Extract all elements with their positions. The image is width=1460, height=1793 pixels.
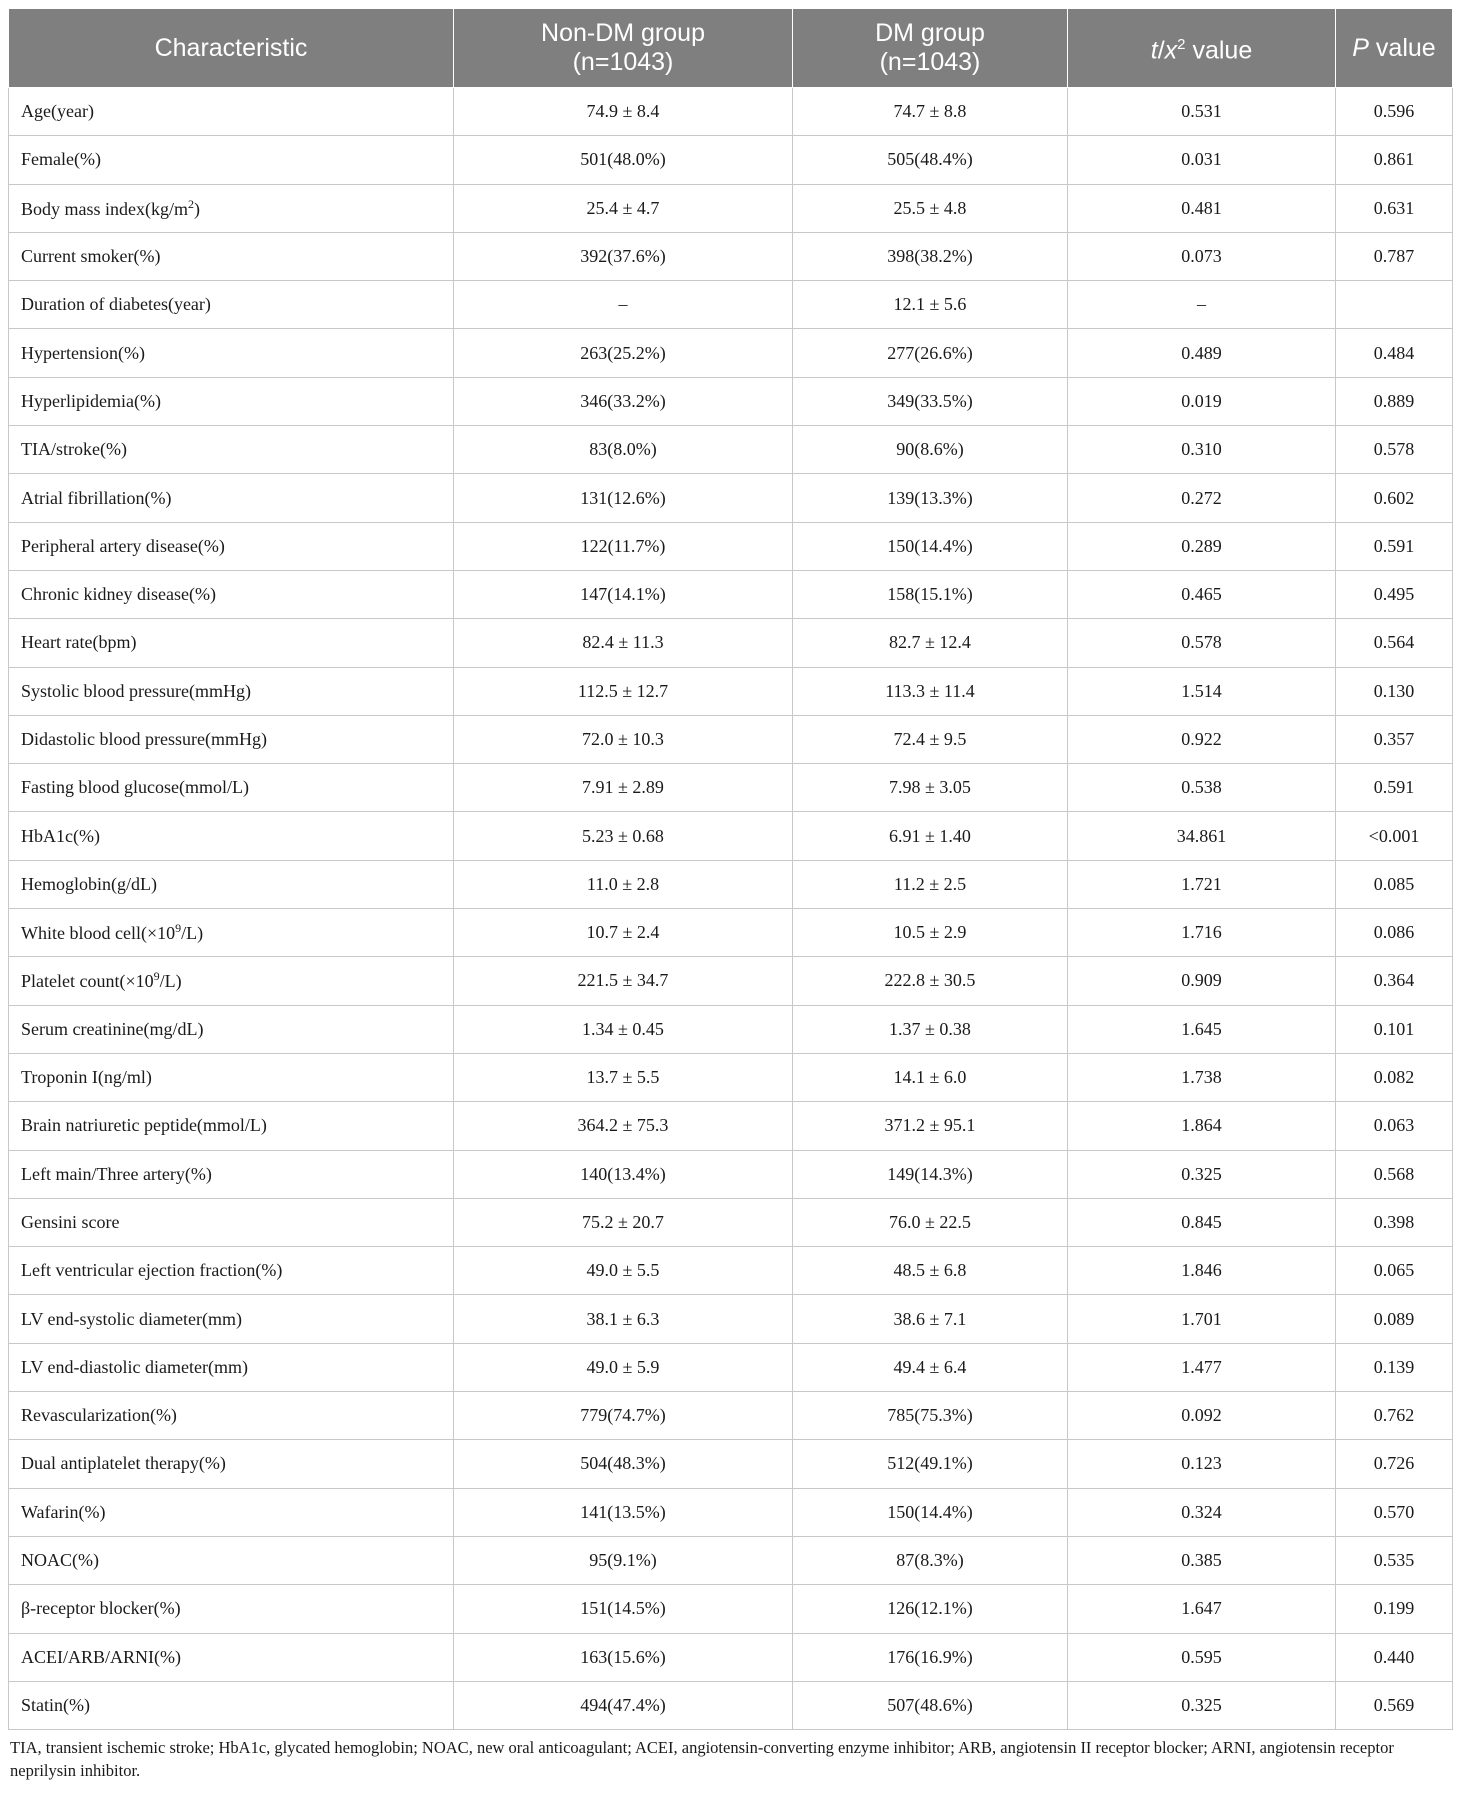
cell-test-statistic: 0.073 — [1068, 232, 1336, 280]
cell-characteristic: Systolic blood pressure(mmHg) — [9, 667, 454, 715]
cell-characteristic: Left ventricular ejection fraction(%) — [9, 1247, 454, 1295]
cell-non-dm-group: 504(48.3%) — [454, 1440, 793, 1488]
cell-p-value: 0.591 — [1336, 522, 1453, 570]
table-row — [9, 909, 1453, 957]
cell-dm-group: 398(38.2%) — [793, 232, 1068, 280]
cell-p-value: 0.089 — [1336, 1295, 1453, 1343]
cell-test-statistic: 0.489 — [1068, 329, 1336, 377]
cell-test-statistic: 0.481 — [1068, 184, 1336, 232]
cell-dm-group: 1.37 ± 0.38 — [793, 1005, 1068, 1053]
cell-characteristic: Body mass $index(kg/m^2)$ — [9, 184, 454, 232]
cell-dm-group: 150(14.4%) — [793, 1488, 1068, 1536]
table-row — [9, 136, 1453, 184]
cell-non-dm-group: 1.34 ± 0.45 — [454, 1005, 793, 1053]
cell-dm-group: 176(16.9%) — [793, 1633, 1068, 1681]
cell-test-statistic: 0.845 — [1068, 1198, 1336, 1246]
table-row — [9, 1536, 1453, 1584]
cell-test-statistic: 0.310 — [1068, 426, 1336, 474]
cell-test-statistic: 0.289 — [1068, 522, 1336, 570]
cell-p-value: 0.063 — [1336, 1102, 1453, 1150]
cell-dm-group: 785(75.3%) — [793, 1392, 1068, 1440]
cell-non-dm-group: 779(74.7%) — [454, 1392, 793, 1440]
cell-dm-group: 90(8.6%) — [793, 426, 1068, 474]
cell-characteristic: Serum creatinine(mg/dL) — [9, 1005, 454, 1053]
table-row — [9, 1440, 1453, 1488]
cell-dm-group: 82.7 ± 12.4 — [793, 619, 1068, 667]
cell-test-statistic: 0.385 — [1068, 1536, 1336, 1584]
cell-test-statistic: 1.647 — [1068, 1585, 1336, 1633]
cell-non-dm-group: 263(25.2%) — [454, 329, 793, 377]
cell-p-value: 0.101 — [1336, 1005, 1453, 1053]
cell-test-statistic: – — [1068, 281, 1336, 329]
cell-test-statistic: 0.531 — [1068, 88, 1336, 136]
cell-p-value: 0.440 — [1336, 1633, 1453, 1681]
cell-characteristic: Hypertension(%) — [9, 329, 454, 377]
cell-characteristic: Didastolic blood pressure(mmHg) — [9, 715, 454, 763]
table-body — [9, 88, 1453, 1730]
cell-characteristic: Atrial fibrillation(%) — [9, 474, 454, 522]
cell-p-value: 0.568 — [1336, 1150, 1453, 1198]
table-row — [9, 570, 1453, 618]
cell-test-statistic: 1.514 — [1068, 667, 1336, 715]
cell-dm-group: 139(13.3%) — [793, 474, 1068, 522]
table-row — [9, 1198, 1453, 1246]
cell-test-statistic: 0.324 — [1068, 1488, 1336, 1536]
cell-non-dm-group: 72.0 ± 10.3 — [454, 715, 793, 763]
cell-dm-group: 349(33.5%) — [793, 377, 1068, 425]
cell-characteristic: LV end-diastolic diameter(mm) — [9, 1343, 454, 1391]
cell-characteristic: Brain natriuretic peptide(mmol/L) — [9, 1102, 454, 1150]
cell-dm-group: 507(48.6%) — [793, 1681, 1068, 1729]
cell-p-value: 0.570 — [1336, 1488, 1453, 1536]
cell-p-value: 0.199 — [1336, 1585, 1453, 1633]
cell-p-value: 0.762 — [1336, 1392, 1453, 1440]
cell-non-dm-group: 95(9.1%) — [454, 1536, 793, 1584]
table-row — [9, 474, 1453, 522]
cell-p-value: 0.364 — [1336, 957, 1453, 1005]
cell-characteristic: Statin(%) — [9, 1681, 454, 1729]
cell-non-dm-group: 83(8.0%) — [454, 426, 793, 474]
cell-characteristic: Left main/Three artery(%) — [9, 1150, 454, 1198]
cell-characteristic: Gensini score — [9, 1198, 454, 1246]
table-row — [9, 1488, 1453, 1536]
cell-non-dm-group: 131(12.6%) — [454, 474, 793, 522]
cell-non-dm-group: 364.2 ± 75.3 — [454, 1102, 793, 1150]
table-row — [9, 522, 1453, 570]
cell-test-statistic: 0.325 — [1068, 1681, 1336, 1729]
cell-test-statistic: 0.123 — [1068, 1440, 1336, 1488]
cell-test-statistic: 34.861 — [1068, 812, 1336, 860]
cell-test-statistic: 1.721 — [1068, 860, 1336, 908]
table-footnote: TIA, transient ischemic stroke; HbA1c, glycated hemoglobin; NOAC, new oral anticoagulant; ACEI, angiotensin-converting enzyme inhibitor; ARB, angiotensin II receptor blocker; ARNI, angiotensin receptor neprilysin inhibitor. — [10, 1738, 1394, 1781]
cell-dm-group: 48.5 ± 6.8 — [793, 1247, 1068, 1295]
baseline-characteristics-table — [8, 8, 1453, 1730]
cell-test-statistic: 0.272 — [1068, 474, 1336, 522]
cell-non-dm-group: 122(11.7%) — [454, 522, 793, 570]
cell-p-value: 0.130 — [1336, 667, 1453, 715]
cell-test-statistic: 1.477 — [1068, 1343, 1336, 1391]
cell-dm-group: 126(12.1%) — [793, 1585, 1068, 1633]
cell-dm-group: 11.2 ± 2.5 — [793, 860, 1068, 908]
cell-characteristic: Hemoglobin(g/dL) — [9, 860, 454, 908]
table-row — [9, 1053, 1453, 1101]
cell-characteristic: LV end-systolic diameter(mm) — [9, 1295, 454, 1343]
table-header-row — [9, 9, 1453, 88]
cell-characteristic: Chronic kidney disease(%) — [9, 570, 454, 618]
cell-characteristic: Wafarin(%) — [9, 1488, 454, 1536]
cell-characteristic: Duration of diabetes(year) — [9, 281, 454, 329]
cell-non-dm-group: 501(48.0%) — [454, 136, 793, 184]
cell-dm-group: 74.7 ± 8.8 — [793, 88, 1068, 136]
cell-test-statistic: 1.846 — [1068, 1247, 1336, 1295]
cell-test-statistic: 0.909 — [1068, 957, 1336, 1005]
table-row — [9, 812, 1453, 860]
cell-characteristic: Age(year) — [9, 88, 454, 136]
cell-non-dm-group: 38.1 ± 6.3 — [454, 1295, 793, 1343]
cell-non-dm-group: 346(33.2%) — [454, 377, 793, 425]
cell-non-dm-group: 82.4 ± 11.3 — [454, 619, 793, 667]
header-p-value: P value — [1336, 9, 1453, 88]
cell-non-dm-group: 147(14.1%) — [454, 570, 793, 618]
cell-characteristic: Fasting blood glucose(mmol/L) — [9, 764, 454, 812]
cell-non-dm-group: 112.5 ± 12.7 — [454, 667, 793, 715]
cell-non-dm-group: 141(13.5%) — [454, 1488, 793, 1536]
cell-dm-group: 158(15.1%) — [793, 570, 1068, 618]
cell-non-dm-group: 5.23 ± 0.68 — [454, 812, 793, 860]
table-row — [9, 1295, 1453, 1343]
cell-p-value: 0.726 — [1336, 1440, 1453, 1488]
cell-dm-group: 49.4 ± 6.4 — [793, 1343, 1068, 1391]
table-row — [9, 232, 1453, 280]
cell-non-dm-group: 11.0 ± 2.8 — [454, 860, 793, 908]
table-row — [9, 281, 1453, 329]
cell-non-dm-group: 7.91 ± 2.89 — [454, 764, 793, 812]
cell-p-value: 0.578 — [1336, 426, 1453, 474]
cell-non-dm-group: 25.4 ± 4.7 — [454, 184, 793, 232]
cell-p-value: 0.787 — [1336, 232, 1453, 280]
table-row — [9, 764, 1453, 812]
table-row — [9, 667, 1453, 715]
cell-characteristic: Dual antiplatelet therapy(%) — [9, 1440, 454, 1488]
table-row — [9, 1633, 1453, 1681]
cell-characteristic: Current smoker(%) — [9, 232, 454, 280]
cell-characteristic: NOAC(%) — [9, 1536, 454, 1584]
cell-p-value — [1336, 281, 1453, 329]
cell-test-statistic: 0.465 — [1068, 570, 1336, 618]
cell-p-value: 0.889 — [1336, 377, 1453, 425]
cell-test-statistic: 1.864 — [1068, 1102, 1336, 1150]
cell-characteristic: TIA/stroke(%) — [9, 426, 454, 474]
table-row — [9, 619, 1453, 667]
cell-dm-group: 87(8.3%) — [793, 1536, 1068, 1584]
cell-non-dm-group: 49.0 ± 5.5 — [454, 1247, 793, 1295]
cell-non-dm-group: 74.9 ± 8.4 — [454, 88, 793, 136]
cell-dm-group: 10.5 ± 2.9 — [793, 909, 1068, 957]
cell-p-value: 0.082 — [1336, 1053, 1453, 1101]
cell-dm-group: 6.91 ± 1.40 — [793, 812, 1068, 860]
cell-non-dm-group: 163(15.6%) — [454, 1633, 793, 1681]
cell-characteristic: Platelet $count(\times 10^9/L)$ — [9, 957, 454, 1005]
cell-characteristic: White blood $cell(\times 10^9/L)$ — [9, 909, 454, 957]
cell-test-statistic: 0.538 — [1068, 764, 1336, 812]
cell-dm-group: 14.1 ± 6.0 — [793, 1053, 1068, 1101]
cell-non-dm-group: 151(14.5%) — [454, 1585, 793, 1633]
cell-characteristic: HbA1c(%) — [9, 812, 454, 860]
table-row — [9, 957, 1453, 1005]
cell-p-value: 0.535 — [1336, 1536, 1453, 1584]
table-row — [9, 1150, 1453, 1198]
cell-dm-group: 38.6 ± 7.1 — [793, 1295, 1068, 1343]
cell-characteristic: Peripheral artery disease(%) — [9, 522, 454, 570]
cell-p-value: 0.631 — [1336, 184, 1453, 232]
cell-p-value: 0.564 — [1336, 619, 1453, 667]
cell-non-dm-group: 10.7 ± 2.4 — [454, 909, 793, 957]
cell-non-dm-group: 221.5 ± 34.7 — [454, 957, 793, 1005]
table-row — [9, 1005, 1453, 1053]
cell-characteristic: Hyperlipidemia(%) — [9, 377, 454, 425]
cell-p-value: 0.139 — [1336, 1343, 1453, 1391]
cell-dm-group: 277(26.6%) — [793, 329, 1068, 377]
cell-dm-group: 222.8 ± 30.5 — [793, 957, 1068, 1005]
cell-test-statistic: 0.922 — [1068, 715, 1336, 763]
table-row — [9, 1585, 1453, 1633]
cell-test-statistic: 1.716 — [1068, 909, 1336, 957]
cell-p-value: 0.596 — [1336, 88, 1453, 136]
cell-p-value: 0.591 — [1336, 764, 1453, 812]
cell-dm-group: 12.1 ± 5.6 — [793, 281, 1068, 329]
table-container — [8, 8, 1452, 1782]
table-row — [9, 1681, 1453, 1729]
cell-dm-group: 113.3 ± 11.4 — [793, 667, 1068, 715]
cell-p-value: 0.085 — [1336, 860, 1453, 908]
cell-dm-group: 25.5 ± 4.8 — [793, 184, 1068, 232]
cell-p-value: 0.495 — [1336, 570, 1453, 618]
header-test-statistic: $t/x^2$ value — [1068, 9, 1336, 88]
cell-non-dm-group: 140(13.4%) — [454, 1150, 793, 1198]
table-row — [9, 1392, 1453, 1440]
cell-test-statistic: 0.019 — [1068, 377, 1336, 425]
cell-test-statistic: 0.578 — [1068, 619, 1336, 667]
cell-non-dm-group: 392(37.6%) — [454, 232, 793, 280]
table-row — [9, 88, 1453, 136]
cell-p-value: 0.398 — [1336, 1198, 1453, 1246]
table-row — [9, 1247, 1453, 1295]
cell-non-dm-group: – — [454, 281, 793, 329]
cell-characteristic: ACEI/ARB/ARNI(%) — [9, 1633, 454, 1681]
table-row — [9, 860, 1453, 908]
cell-characteristic: Heart rate(bpm) — [9, 619, 454, 667]
table-row — [9, 715, 1453, 763]
cell-p-value: 0.065 — [1336, 1247, 1453, 1295]
table-row — [9, 184, 1453, 232]
cell-characteristic: Revascularization(%) — [9, 1392, 454, 1440]
cell-dm-group: 72.4 ± 9.5 — [793, 715, 1068, 763]
cell-dm-group: 76.0 ± 22.5 — [793, 1198, 1068, 1246]
table-row — [9, 1343, 1453, 1391]
cell-characteristic: Troponin I(ng/ml) — [9, 1053, 454, 1101]
header-characteristic: Characteristic — [9, 9, 454, 88]
cell-test-statistic: 0.031 — [1068, 136, 1336, 184]
cell-test-statistic: 0.325 — [1068, 1150, 1336, 1198]
cell-non-dm-group: 75.2 ± 20.7 — [454, 1198, 793, 1246]
cell-characteristic: β-receptor blocker(%) — [9, 1585, 454, 1633]
table-row — [9, 377, 1453, 425]
cell-dm-group: 512(49.1%) — [793, 1440, 1068, 1488]
cell-dm-group: 371.2 ± 95.1 — [793, 1102, 1068, 1150]
cell-p-value: 0.602 — [1336, 474, 1453, 522]
cell-test-statistic: 0.595 — [1068, 1633, 1336, 1681]
table-row — [9, 329, 1453, 377]
cell-p-value: 0.569 — [1336, 1681, 1453, 1729]
header-non-dm-group: Non-DM group (n=1043) — [454, 9, 793, 88]
cell-dm-group: 149(14.3%) — [793, 1150, 1068, 1198]
cell-p-value: 0.861 — [1336, 136, 1453, 184]
cell-dm-group: 505(48.4%) — [793, 136, 1068, 184]
cell-dm-group: 150(14.4%) — [793, 522, 1068, 570]
cell-p-value: 0.484 — [1336, 329, 1453, 377]
cell-test-statistic: 0.092 — [1068, 1392, 1336, 1440]
cell-test-statistic: 1.738 — [1068, 1053, 1336, 1101]
cell-p-value: <0.001 — [1336, 812, 1453, 860]
cell-test-statistic: 1.701 — [1068, 1295, 1336, 1343]
cell-test-statistic: 1.645 — [1068, 1005, 1336, 1053]
cell-non-dm-group: 13.7 ± 5.5 — [454, 1053, 793, 1101]
cell-characteristic: Female(%) — [9, 136, 454, 184]
cell-p-value: 0.086 — [1336, 909, 1453, 957]
header-dm-group: DM group (n=1043) — [793, 9, 1068, 88]
cell-non-dm-group: 49.0 ± 5.9 — [454, 1343, 793, 1391]
cell-non-dm-group: 494(47.4%) — [454, 1681, 793, 1729]
table-row — [9, 1102, 1453, 1150]
table-row — [9, 426, 1453, 474]
cell-dm-group: 7.98 ± 3.05 — [793, 764, 1068, 812]
cell-p-value: 0.357 — [1336, 715, 1453, 763]
